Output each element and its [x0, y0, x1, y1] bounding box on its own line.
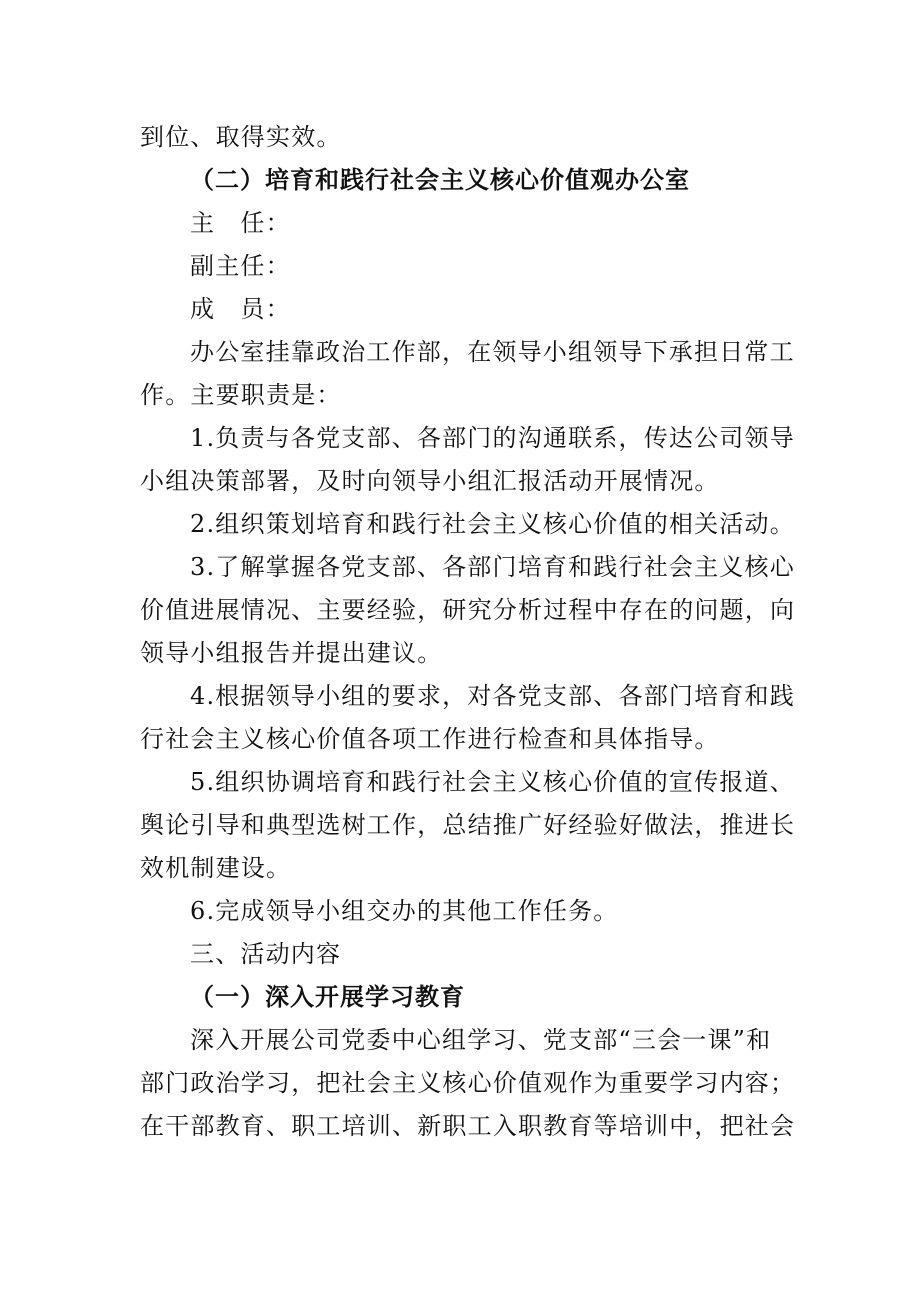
duty-5-line: 5.组织协调培育和践行社会主义核心价值的宣传报道、 — [190, 768, 795, 796]
text-line: 到位、取得实效。 — [140, 123, 342, 151]
duty-5-line: 效机制建设。 — [140, 854, 292, 882]
duty-3-line: 领导小组报告并提出建议。 — [140, 639, 443, 667]
members-label: 成 员： — [190, 295, 291, 323]
duty-4-line: 行社会主义核心价值各项工作进行检查和具体指导。 — [140, 725, 720, 753]
duty-3-line: 3.了解掌握各党支部、各部门培育和践行社会主义核心 — [190, 553, 795, 581]
section-three-heading: 三、活动内容 — [190, 940, 342, 968]
director-label: 主 任： — [190, 209, 291, 237]
duty-5-line: 舆论引导和典型选树工作，总结推广好经验好做法，推进长 — [140, 811, 796, 839]
section-heading-office: （二）培育和践行社会主义核心价值观办公室 — [190, 166, 690, 194]
document-body — [140, 116, 796, 1148]
office-intro-line: 办公室挂靠政治工作部，在领导小组领导下承担日常工 — [190, 338, 795, 366]
subsection-heading-study: （一）深入开展学习教育 — [190, 983, 465, 1011]
duty-6-line: 6.完成领导小组交办的其他工作任务。 — [190, 897, 619, 925]
office-intro-line: 作。主要职责是： — [140, 381, 342, 409]
study-text-line: 深入开展公司党委中心组学习、党支部“三会一课”和 — [190, 1026, 772, 1054]
duty-1-line: 1.负责与各党支部、各部门的沟通联系，传达公司领导 — [190, 424, 795, 452]
duty-4-line: 4.根据领导小组的要求，对各党支部、各部门培育和践 — [190, 682, 795, 710]
duty-2-line: 2.组织策划培育和践行社会主义核心价值的相关活动。 — [190, 510, 795, 538]
duty-1-line: 小组决策部署，及时向领导小组汇报活动开展情况。 — [140, 467, 720, 495]
duty-3-line: 价值进展情况、主要经验，研究分析过程中存在的问题，向 — [140, 596, 796, 624]
deputy-director-label: 副主任： — [190, 252, 291, 280]
study-text-line: 部门政治学习，把社会主义核心价值观作为重要学习内容； — [140, 1069, 796, 1097]
study-text-line: 在干部教育、职工培训、新职工入职教育等培训中，把社会 — [140, 1112, 796, 1140]
